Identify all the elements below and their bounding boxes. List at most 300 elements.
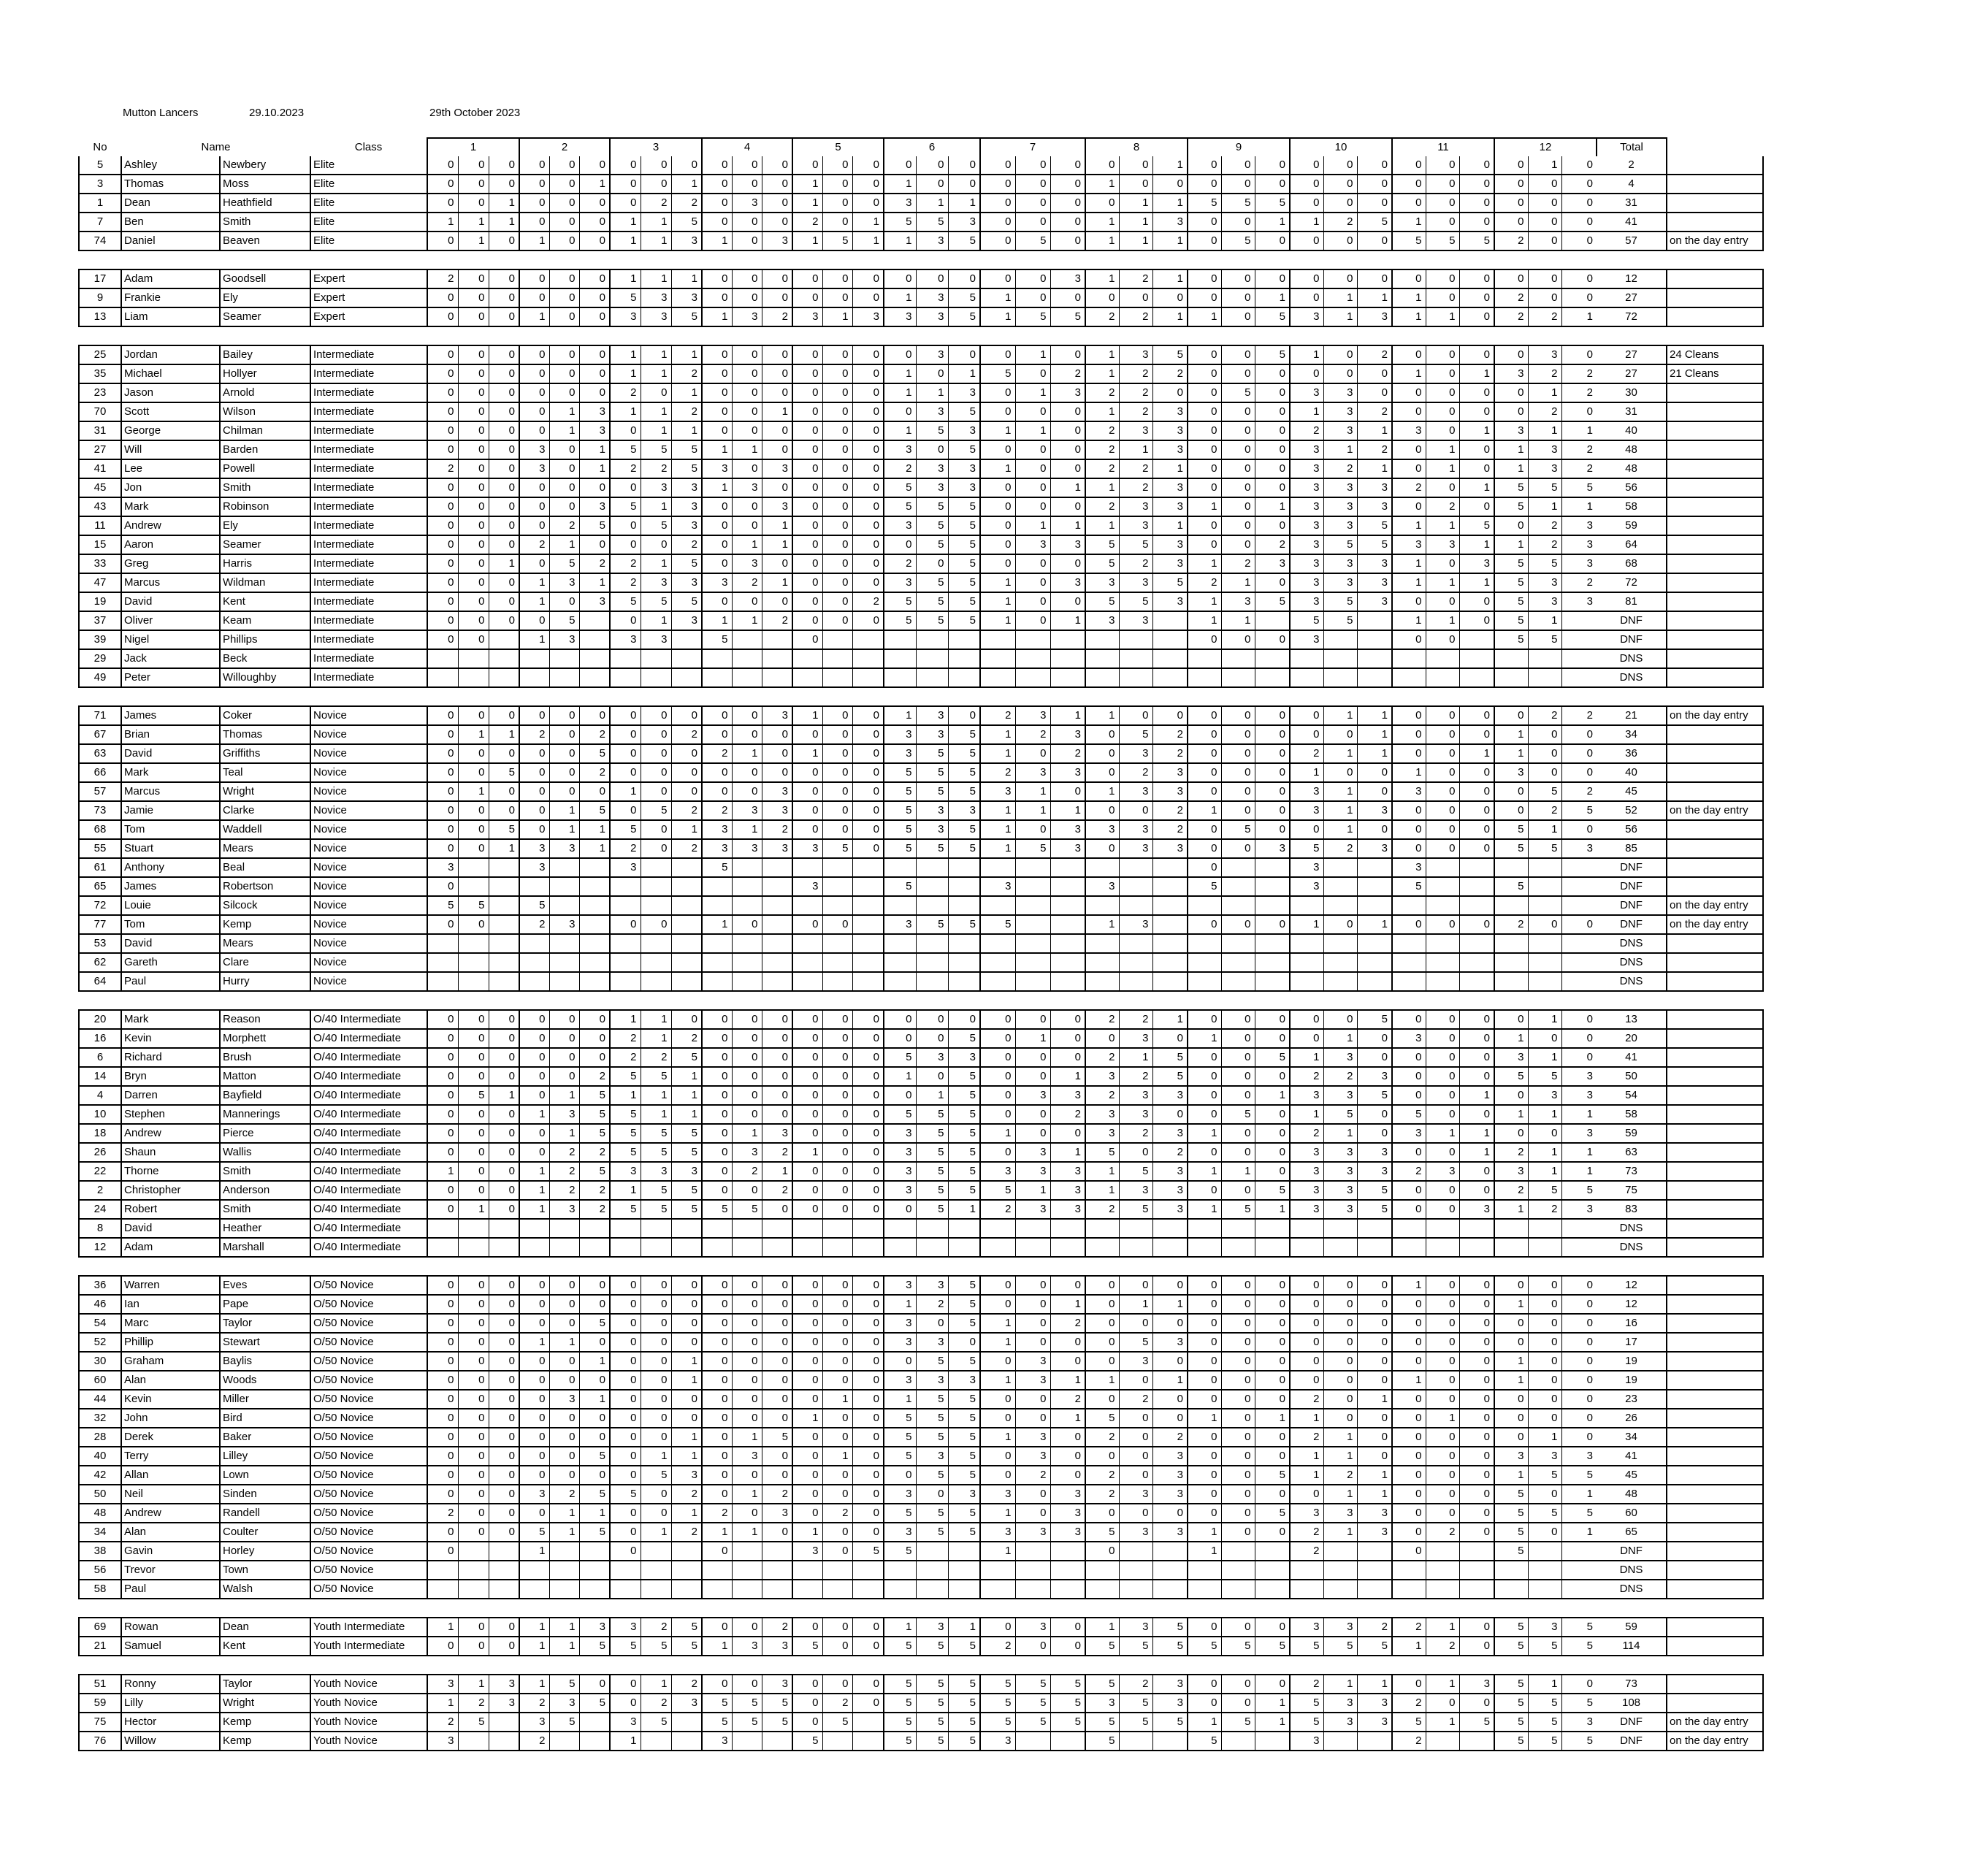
first-name: Liam — [121, 307, 220, 326]
score-cell: 0 — [822, 725, 852, 744]
score-cell: 0 — [1050, 288, 1085, 307]
score-cell: 0 — [519, 345, 549, 364]
score-cell — [1323, 1580, 1357, 1599]
score-cell — [489, 1732, 519, 1751]
score-cell: 0 — [852, 1637, 884, 1656]
rider-class: Novice — [310, 744, 427, 763]
score-cell: 0 — [852, 1447, 884, 1466]
score-cell: 5 — [671, 1637, 702, 1656]
score-cell: 5 — [948, 1124, 980, 1143]
score-cell — [1323, 1732, 1357, 1751]
score-cell: 0 — [1255, 1485, 1290, 1504]
total-score: 65 — [1597, 1523, 1667, 1542]
score-cell: 2 — [1119, 1010, 1152, 1029]
score-cell: 0 — [1188, 1618, 1221, 1637]
score-cell: 0 — [1050, 156, 1085, 175]
score-cell — [980, 896, 1015, 915]
score-cell: 1 — [792, 1523, 822, 1542]
score-cell: 3 — [1357, 1067, 1392, 1086]
score-cell: 2 — [1392, 478, 1426, 497]
score-cell: 0 — [1221, 1618, 1255, 1637]
score-cell: 0 — [458, 1352, 489, 1371]
score-cell: 0 — [980, 1029, 1015, 1048]
rider-number: 15 — [79, 535, 121, 554]
score-cell: 0 — [610, 1371, 641, 1390]
score-cell: 3 — [1561, 592, 1597, 611]
col-header-total: Total — [1597, 138, 1667, 156]
score-cell: 0 — [732, 725, 762, 744]
score-cell: 0 — [762, 1086, 792, 1105]
score-cell: 0 — [489, 1314, 519, 1333]
score-cell — [732, 1542, 762, 1561]
score-cell: 0 — [852, 497, 884, 516]
entry-note — [1667, 1295, 1763, 1314]
score-cell: 2 — [1323, 213, 1357, 232]
first-name: Michael — [121, 364, 220, 383]
score-cell: 1 — [427, 1162, 458, 1181]
score-cell — [702, 1219, 732, 1238]
score-cell — [610, 953, 641, 972]
score-cell: 3 — [427, 858, 458, 877]
score-cell: 3 — [1015, 1162, 1050, 1181]
first-name: Adam — [121, 269, 220, 288]
score-cell: 1 — [948, 1200, 980, 1219]
score-cell: 1 — [822, 307, 852, 326]
score-cell: 0 — [427, 592, 458, 611]
score-cell — [1426, 1219, 1459, 1238]
score-cell — [489, 953, 519, 972]
spacer-cell — [79, 1257, 1763, 1276]
score-cell: 0 — [489, 1618, 519, 1637]
score-cell: 0 — [1561, 1010, 1597, 1029]
last-name: Town — [220, 1561, 310, 1580]
score-cell: 1 — [1323, 1124, 1357, 1143]
entry-note — [1667, 592, 1763, 611]
score-cell: 3 — [1290, 516, 1323, 535]
col-header-section-12: 12 — [1494, 138, 1597, 156]
score-cell — [1152, 630, 1188, 649]
score-cell: 0 — [579, 1428, 610, 1447]
first-name: Greg — [121, 554, 220, 573]
score-cell: 0 — [427, 1010, 458, 1029]
table-row — [79, 440, 1763, 459]
score-cell: 0 — [1459, 402, 1494, 421]
score-cell: 0 — [489, 1048, 519, 1067]
score-cell: 3 — [702, 1732, 732, 1751]
score-cell — [579, 953, 610, 972]
score-cell: 3 — [884, 744, 916, 763]
first-name: Daniel — [121, 232, 220, 250]
score-cell: 0 — [1188, 288, 1221, 307]
rider-number: 45 — [79, 478, 121, 497]
score-cell: 3 — [1119, 611, 1152, 630]
col-header-class: Class — [354, 141, 383, 153]
score-cell — [1494, 1219, 1528, 1238]
score-cell: 1 — [1357, 421, 1392, 440]
entry-note: 21 Cleans — [1667, 364, 1763, 383]
score-cell: 1 — [732, 611, 762, 630]
score-cell: 3 — [1152, 1694, 1188, 1713]
score-cell: 0 — [822, 915, 852, 934]
score-cell: 3 — [1323, 554, 1357, 573]
score-cell: 0 — [549, 1048, 579, 1067]
score-cell: 0 — [427, 820, 458, 839]
score-cell: 1 — [519, 630, 549, 649]
score-cell: 3 — [1494, 1162, 1528, 1181]
score-cell: 0 — [1357, 383, 1392, 402]
score-cell — [1050, 649, 1085, 668]
score-cell: 2 — [1290, 1390, 1323, 1409]
score-cell: 3 — [1119, 573, 1152, 592]
entry-note — [1667, 1162, 1763, 1181]
score-cell: 0 — [1255, 175, 1290, 194]
score-cell: 3 — [948, 459, 980, 478]
score-cell — [579, 668, 610, 687]
score-cell: 0 — [1015, 478, 1050, 497]
score-cell: 1 — [822, 1390, 852, 1409]
score-cell: 0 — [427, 307, 458, 326]
score-cell: 0 — [1459, 1447, 1494, 1466]
first-name: Ian — [121, 1295, 220, 1314]
rider-number: 42 — [79, 1466, 121, 1485]
score-cell: 0 — [579, 364, 610, 383]
score-cell — [1561, 668, 1597, 687]
score-cell: 0 — [822, 478, 852, 497]
score-cell: 0 — [1152, 1504, 1188, 1523]
score-cell: 0 — [458, 1143, 489, 1162]
entry-note — [1667, 1371, 1763, 1390]
score-cell: 5 — [1357, 1200, 1392, 1219]
score-cell: 3 — [519, 1485, 549, 1504]
score-cell — [579, 1542, 610, 1561]
score-cell: 0 — [1561, 269, 1597, 288]
rider-class: O/40 Intermediate — [310, 1238, 427, 1257]
score-cell — [1015, 1542, 1050, 1561]
score-cell: 1 — [519, 1200, 549, 1219]
total-score: 36 — [1597, 744, 1667, 763]
score-cell: 0 — [1459, 1181, 1494, 1200]
score-cell: 5 — [916, 1523, 948, 1542]
score-cell: 2 — [549, 1162, 579, 1181]
score-cell — [1561, 934, 1597, 953]
score-cell: 0 — [792, 554, 822, 573]
score-cell: 0 — [458, 1067, 489, 1086]
last-name: Clarke — [220, 801, 310, 820]
score-cell: 5 — [671, 1618, 702, 1637]
score-cell: 5 — [884, 1694, 916, 1713]
score-cell: 1 — [732, 820, 762, 839]
score-cell: 1 — [489, 213, 519, 232]
rider-class: O/40 Intermediate — [310, 1010, 427, 1029]
score-cell: 0 — [702, 1067, 732, 1086]
score-cell: 3 — [1357, 839, 1392, 858]
score-cell: 0 — [1085, 725, 1119, 744]
score-cell: 5 — [1528, 1637, 1561, 1656]
score-cell — [1323, 668, 1357, 687]
score-cell: 0 — [1085, 744, 1119, 763]
entry-note — [1667, 1029, 1763, 1048]
score-cell: 0 — [1459, 307, 1494, 326]
score-cell: 5 — [610, 1485, 641, 1504]
score-cell — [1459, 649, 1494, 668]
score-cell: 1 — [884, 232, 916, 250]
score-cell: 0 — [1392, 497, 1426, 516]
score-cell: 0 — [1050, 440, 1085, 459]
first-name: Ben — [121, 213, 220, 232]
total-score: DNS — [1597, 972, 1667, 991]
total-score: 4 — [1597, 175, 1667, 194]
score-cell: 2 — [1561, 573, 1597, 592]
score-cell: 5 — [916, 839, 948, 858]
score-cell: 3 — [1357, 1162, 1392, 1181]
score-cell: 0 — [1459, 915, 1494, 934]
score-cell: 1 — [1323, 1675, 1357, 1694]
score-cell: 0 — [1459, 592, 1494, 611]
rider-class: Expert — [310, 307, 427, 326]
score-cell: 0 — [519, 1276, 549, 1295]
score-cell: 0 — [1528, 1390, 1561, 1409]
score-cell: 1 — [458, 232, 489, 250]
score-cell — [519, 1561, 549, 1580]
score-cell — [671, 877, 702, 896]
score-cell — [427, 668, 458, 687]
score-cell — [1119, 896, 1152, 915]
score-cell: 3 — [1323, 402, 1357, 421]
score-cell — [762, 972, 792, 991]
score-cell: 3 — [1050, 573, 1085, 592]
score-cell: 5 — [1357, 535, 1392, 554]
score-cell: 0 — [980, 1447, 1015, 1466]
score-cell: 0 — [427, 1542, 458, 1561]
score-cell — [1323, 1561, 1357, 1580]
score-cell: 2 — [1357, 402, 1392, 421]
score-cell — [1015, 953, 1050, 972]
score-cell: 1 — [1357, 1466, 1392, 1485]
rider-number: 72 — [79, 896, 121, 915]
score-cell: 1 — [1290, 1048, 1323, 1067]
table-row — [79, 1523, 1763, 1542]
score-cell — [916, 1542, 948, 1561]
score-cell: 3 — [762, 706, 792, 725]
score-cell: 5 — [1561, 1637, 1597, 1656]
score-cell: 0 — [732, 364, 762, 383]
entry-note — [1667, 213, 1763, 232]
score-cell: 0 — [1119, 1409, 1152, 1428]
score-cell: 1 — [980, 725, 1015, 744]
score-cell — [1188, 972, 1221, 991]
score-cell — [1119, 1561, 1152, 1580]
score-cell: 0 — [1528, 288, 1561, 307]
score-cell: 0 — [610, 1428, 641, 1447]
score-cell: 0 — [549, 1409, 579, 1428]
score-cell: 2 — [1494, 1181, 1528, 1200]
score-cell: 0 — [1290, 232, 1323, 250]
total-score: DNF — [1597, 896, 1667, 915]
score-cell: 5 — [1152, 1048, 1188, 1067]
score-cell: 0 — [1188, 213, 1221, 232]
score-cell: 5 — [1494, 1523, 1528, 1542]
score-cell — [489, 668, 519, 687]
score-cell: 3 — [1323, 1162, 1357, 1181]
score-cell: 0 — [702, 1352, 732, 1371]
score-cell: 0 — [1459, 1428, 1494, 1447]
score-cell: 0 — [610, 175, 641, 194]
score-cell: 0 — [1255, 1276, 1290, 1295]
score-cell: 0 — [732, 383, 762, 402]
entry-note: on the day entry — [1667, 1732, 1763, 1751]
score-cell: 0 — [610, 1466, 641, 1485]
score-cell — [1221, 858, 1255, 877]
score-cell: 5 — [1255, 1637, 1290, 1656]
score-cell — [1426, 953, 1459, 972]
score-cell: 5 — [671, 213, 702, 232]
score-cell: 5 — [579, 1162, 610, 1181]
score-cell: 0 — [519, 820, 549, 839]
score-cell: 2 — [1085, 1048, 1119, 1067]
score-cell: 5 — [671, 1143, 702, 1162]
rider-class: Novice — [310, 839, 427, 858]
rider-class: Youth Intermediate — [310, 1618, 427, 1637]
rider-number: 73 — [79, 801, 121, 820]
rider-class: Novice — [310, 820, 427, 839]
score-cell — [1357, 630, 1392, 649]
score-cell: 1 — [1085, 1371, 1119, 1390]
rider-number: 33 — [79, 554, 121, 573]
score-cell: 0 — [1221, 1295, 1255, 1314]
score-cell: 1 — [1426, 1713, 1459, 1732]
first-name: Anthony — [121, 858, 220, 877]
score-cell: 0 — [1323, 1409, 1357, 1428]
score-cell: 3 — [884, 1523, 916, 1542]
score-cell: 0 — [792, 288, 822, 307]
score-cell: 0 — [822, 156, 852, 175]
score-cell: 0 — [1290, 820, 1323, 839]
table-row — [79, 630, 1763, 649]
score-cell — [762, 934, 792, 953]
score-cell: 3 — [702, 839, 732, 858]
score-cell: 3 — [1050, 1162, 1085, 1181]
score-cell — [549, 896, 579, 915]
score-cell: 0 — [458, 1637, 489, 1656]
score-cell: 5 — [916, 782, 948, 801]
score-cell — [1494, 972, 1528, 991]
score-cell: 0 — [1459, 801, 1494, 820]
last-name: Matton — [220, 1067, 310, 1086]
score-cell: 2 — [980, 1200, 1015, 1219]
rider-class: Novice — [310, 706, 427, 725]
score-cell: 0 — [519, 497, 549, 516]
score-cell: 0 — [852, 345, 884, 364]
score-cell: 2 — [1494, 232, 1528, 250]
score-cell: 2 — [1494, 288, 1528, 307]
score-cell: 0 — [732, 1295, 762, 1314]
col-header-section-2: 2 — [519, 138, 610, 156]
first-name: Jamie — [121, 801, 220, 820]
score-cell: 3 — [519, 858, 549, 877]
score-cell: 3 — [1152, 213, 1188, 232]
score-cell: 0 — [1561, 915, 1597, 934]
score-cell: 0 — [1561, 725, 1597, 744]
score-cell — [1188, 1219, 1221, 1238]
score-cell: 1 — [1085, 175, 1119, 194]
score-cell: 3 — [641, 288, 671, 307]
score-cell: 0 — [702, 763, 732, 782]
last-name: Taylor — [220, 1314, 310, 1333]
table-row — [79, 611, 1763, 630]
score-cell: 0 — [427, 1428, 458, 1447]
score-cell: 0 — [822, 1295, 852, 1314]
score-cell: 0 — [579, 782, 610, 801]
score-cell: 0 — [732, 1390, 762, 1409]
score-cell: 0 — [1426, 801, 1459, 820]
score-cell: 0 — [822, 1010, 852, 1029]
score-cell: 1 — [702, 611, 732, 630]
score-cell — [1221, 668, 1255, 687]
spacer-row — [79, 1257, 1763, 1276]
score-cell: 3 — [1290, 1504, 1323, 1523]
score-cell: 1 — [671, 175, 702, 194]
score-cell: 0 — [792, 1029, 822, 1048]
entry-note: on the day entry — [1667, 801, 1763, 820]
score-cell: 1 — [671, 421, 702, 440]
score-cell — [579, 649, 610, 668]
score-cell: 5 — [579, 1314, 610, 1333]
score-cell — [1085, 1219, 1119, 1238]
score-cell — [489, 972, 519, 991]
score-cell: 5 — [884, 782, 916, 801]
rider-number: 9 — [79, 288, 121, 307]
score-cell — [1426, 934, 1459, 953]
score-cell: 3 — [1290, 801, 1323, 820]
score-cell: 1 — [1255, 1086, 1290, 1105]
last-name: Lilley — [220, 1447, 310, 1466]
total-score: 59 — [1597, 1124, 1667, 1143]
total-score: 27 — [1597, 364, 1667, 383]
score-cell: 0 — [1015, 288, 1050, 307]
score-cell: 5 — [1290, 1637, 1323, 1656]
score-cell: 1 — [641, 554, 671, 573]
score-cell: 0 — [792, 156, 822, 175]
score-cell: 5 — [1357, 213, 1392, 232]
score-cell: 0 — [1561, 156, 1597, 175]
score-cell: 0 — [1323, 763, 1357, 782]
score-cell: 0 — [489, 1067, 519, 1086]
score-cell: 5 — [1119, 1200, 1152, 1219]
score-cell: 1 — [1561, 421, 1597, 440]
first-name: Tom — [121, 820, 220, 839]
score-cell: 0 — [458, 592, 489, 611]
col-header-name: Name — [201, 141, 231, 153]
score-cell: 0 — [1357, 1124, 1392, 1143]
score-cell: 1 — [1290, 402, 1323, 421]
score-cell: 0 — [1085, 288, 1119, 307]
score-cell — [1392, 1580, 1426, 1599]
score-cell: 5 — [1494, 478, 1528, 497]
score-cell: 0 — [762, 1067, 792, 1086]
score-cell: 0 — [852, 706, 884, 725]
last-name: Stewart — [220, 1333, 310, 1352]
last-name: Mears — [220, 934, 310, 953]
score-cell: 5 — [1188, 1637, 1221, 1656]
score-cell: 0 — [427, 516, 458, 535]
score-cell: 3 — [1255, 839, 1290, 858]
score-cell: 0 — [1085, 156, 1119, 175]
score-cell: 0 — [427, 383, 458, 402]
score-cell: 5 — [1561, 478, 1597, 497]
score-cell: 0 — [1494, 1333, 1528, 1352]
score-cell: 3 — [732, 1143, 762, 1162]
entry-note — [1667, 839, 1763, 858]
